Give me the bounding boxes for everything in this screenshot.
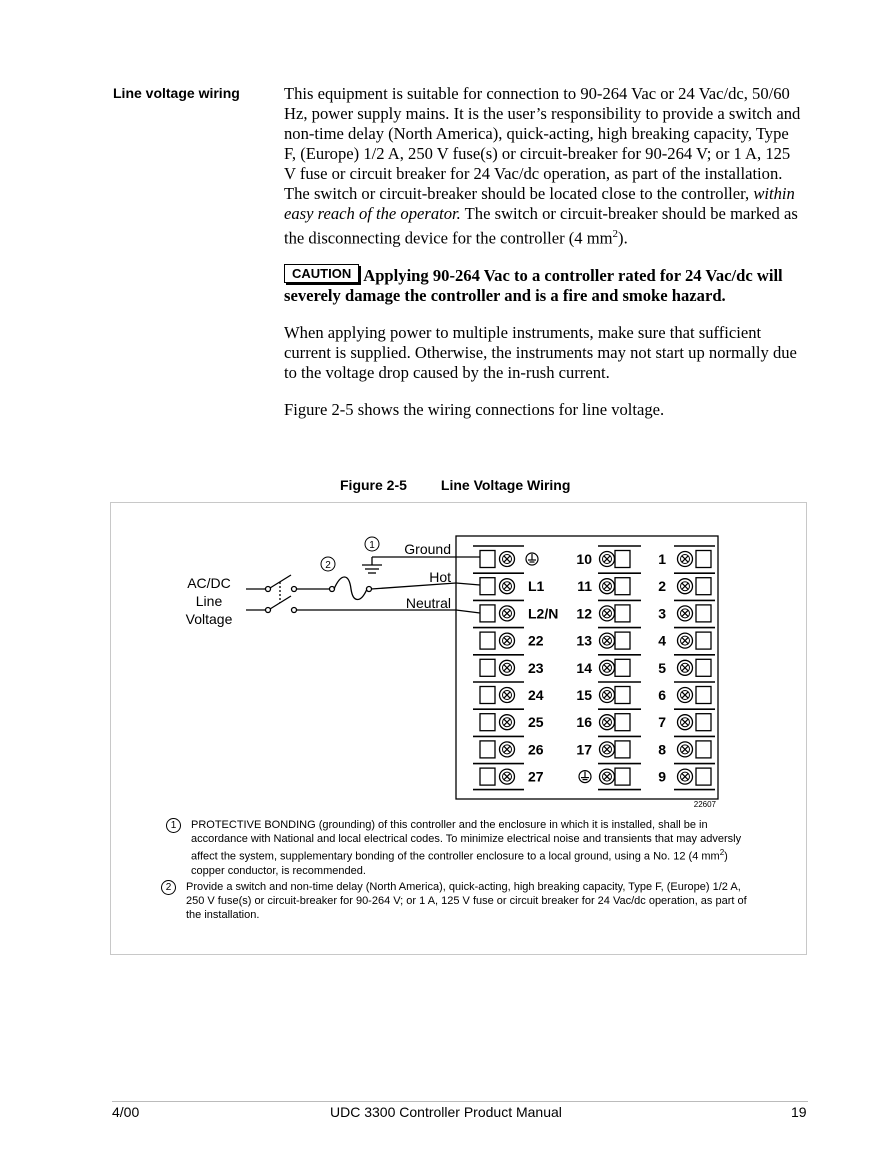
ground-terminal-icon [579,771,591,783]
terminal-middle-screw [600,688,615,703]
paragraph-figure-ref: Figure 2-5 shows the wiring connections for line voltage. [284,399,665,419]
terminal-middle-label: 14 [576,659,592,676]
terminal-left-clamp [480,768,495,785]
terminal-middle-screw [600,742,615,757]
terminal-right-clamp [696,659,711,676]
terminal-left-label: 23 [528,659,544,676]
terminal-right-clamp [696,605,711,622]
terminal-right-screw [678,552,693,567]
terminal-middle-screw [600,660,615,675]
terminal-middle-clamp [615,605,630,622]
terminal-right-clamp [696,768,711,785]
terminal-left-label: 25 [528,714,544,731]
terminal-middle-clamp [615,551,630,568]
terminal-middle-clamp [615,578,630,595]
terminal-left-screw [500,633,515,648]
terminal-right-screw [678,633,693,648]
terminal-middle-clamp [615,714,630,731]
terminal-right-screw [678,769,693,784]
terminal-middle-clamp [615,741,630,758]
figure-title: Line Voltage Wiring [440,477,571,493]
terminal-left-screw [500,579,515,594]
footer-rule [112,1101,808,1102]
wiring-diagram [111,503,808,823]
terminal-left-clamp [480,605,495,622]
terminal-right-label: 8 [658,741,666,758]
terminal-right-label: 2 [658,578,666,595]
terminal-left-screw [500,715,515,730]
caution-paragraph [284,266,804,306]
terminal-middle-clamp [615,687,630,704]
terminal-left-screw [500,660,515,675]
callout-1-number: 1 [369,540,375,551]
terminal-left-screw [500,688,515,703]
terminal-strips [473,546,715,790]
terminal-middle-label: 13 [576,632,592,649]
terminal-middle-label: 17 [576,741,592,758]
terminal-middle-label: 12 [576,605,592,622]
terminal-left-label: 27 [528,768,544,785]
terminal-right-label: 5 [658,659,666,676]
terminal-right-label: 6 [658,687,666,703]
terminal-right-label: 4 [658,632,666,649]
paragraph-inrush: When applying power to multiple instruments, make sure that sufficient current is supplied. Otherwise, the instruments may not start up normally due to the voltage drop caused by the in-rush current. [284,322,797,382]
drawing-number: 22607 [693,800,716,809]
terminal-middle-clamp [615,768,630,785]
note-2-marker: 2 [161,880,176,895]
terminal-right-label: 9 [658,768,666,785]
terminal-left-clamp [480,578,495,595]
terminal-left-clamp [480,659,495,676]
ground-terminal-icon [526,553,538,565]
terminal-middle-label: 10 [576,551,592,567]
terminal-middle-clamp [615,632,630,649]
wire-label-ground: Ground [404,541,451,557]
terminal-right-screw [678,606,693,621]
terminal-left-label: 24 [528,687,544,703]
footer-title: UDC 3300 Controller Product Manual [330,1104,562,1120]
note-2: 2 Provide a switch and non-time delay (North America), quick-acting, high breaking capacity, Type F, (Europe) 1/2 A, 250 V fuse(s) or circuit-breaker for 90-264 V; or 1 A, 125 V fuse or circuit breaker for 24 Vac/dc operation, as part of the installation. [161,880,751,922]
terminal-right-screw [678,715,693,730]
terminal-right-label: 1 [658,551,666,567]
terminal-middle-label: 15 [576,687,592,703]
terminal-left-screw [500,742,515,757]
terminal-right-screw [678,579,693,594]
source-label-line-2: Line [195,593,223,609]
terminal-right-clamp [696,741,711,758]
footer-date: 4/00 [112,1104,140,1120]
side-heading: Line voltage wiring [113,85,240,101]
terminal-left-screw [500,769,515,784]
terminal-right-screw [678,660,693,675]
body-text [284,84,804,437]
terminal-middle-screw [600,633,615,648]
terminal-left-clamp [480,632,495,649]
terminal-left-label: L1 [528,578,545,595]
figure-frame [110,502,807,955]
terminal-right-clamp [696,551,711,568]
terminal-right-screw [678,688,693,703]
terminal-right-screw [678,742,693,757]
terminal-left-label: 22 [528,632,544,649]
wire-label-hot: Hot [429,569,451,585]
caution-text: Applying 90-264 Vac to a controller rated for 24 Vac/dc will severely damage the controller and is a fire and smoke hazard. [284,265,783,305]
terminal-left-clamp [480,551,495,568]
terminal-right-clamp [696,714,711,731]
terminal-left-clamp [480,714,495,731]
terminal-right-clamp [696,632,711,649]
terminal-left-label: L2/N [528,605,559,622]
paragraph-intro: This equipment is suitable for connection to 90-264 Vac or 24 Vac/dc, 50/60 Hz, power supply mains. It is the user’s responsibility to provide a switch and non-time delay (North America), quick-acting, high breaking capacity, Type F, (Europe) 1/2 A, 250 V fuse(s) or circuit-breaker for 90-264 V; or 1 A, 125 V fuse or circuit breaker for 24 Vac/dc operation, as part of the installation. The switch or circuit-breaker should be located close to the controller, within easy reach of the operator. The switch or circuit-breaker should be marked as the disconnecting device for the controller (4 $mm^2$). [284,84,801,248]
figure-number: Figure 2-5 [340,477,407,493]
source-label-line-1: AC/DC [187,575,231,591]
wire-label-neutral: Neutral [405,595,451,611]
terminal-middle-screw [600,579,615,594]
terminal-middle-screw [600,606,615,621]
terminal-middle-screw [600,715,615,730]
terminal-middle-screw [600,769,615,784]
terminal-left-clamp [480,741,495,758]
callout-2-number: 2 [325,560,331,571]
terminal-right-label: 7 [658,714,666,731]
note-1-marker: 1 [166,818,181,833]
footer-page: 19 [791,1104,807,1120]
terminal-left-label: 26 [528,741,544,758]
terminal-middle-label: 11 [577,578,592,595]
terminal-middle-screw [600,552,615,567]
terminal-left-clamp [480,687,495,704]
figure-caption [340,477,570,493]
terminal-middle-clamp [615,659,630,676]
terminal-left-screw [500,552,515,567]
terminal-middle-label: 16 [576,714,592,731]
source-label-line-3: Voltage [185,611,233,627]
caution-badge: CAUTION [284,264,359,283]
note-1: 1 PROTECTIVE BONDING (grounding) of this controller and the enclosure in which it is installed, shall be in accordance with National and local electrical codes. To minimize electrical noise and transients that may adversly affect the system, supplementary bonding of the controller enclosure to a local ground, using a No. 12 (4 $mm^2$) copper conductor, is recommended. [166,818,746,878]
terminal-right-label: 3 [658,605,666,622]
terminal-right-clamp [696,578,711,595]
terminal-right-clamp [696,687,711,704]
terminal-left-screw [500,606,515,621]
